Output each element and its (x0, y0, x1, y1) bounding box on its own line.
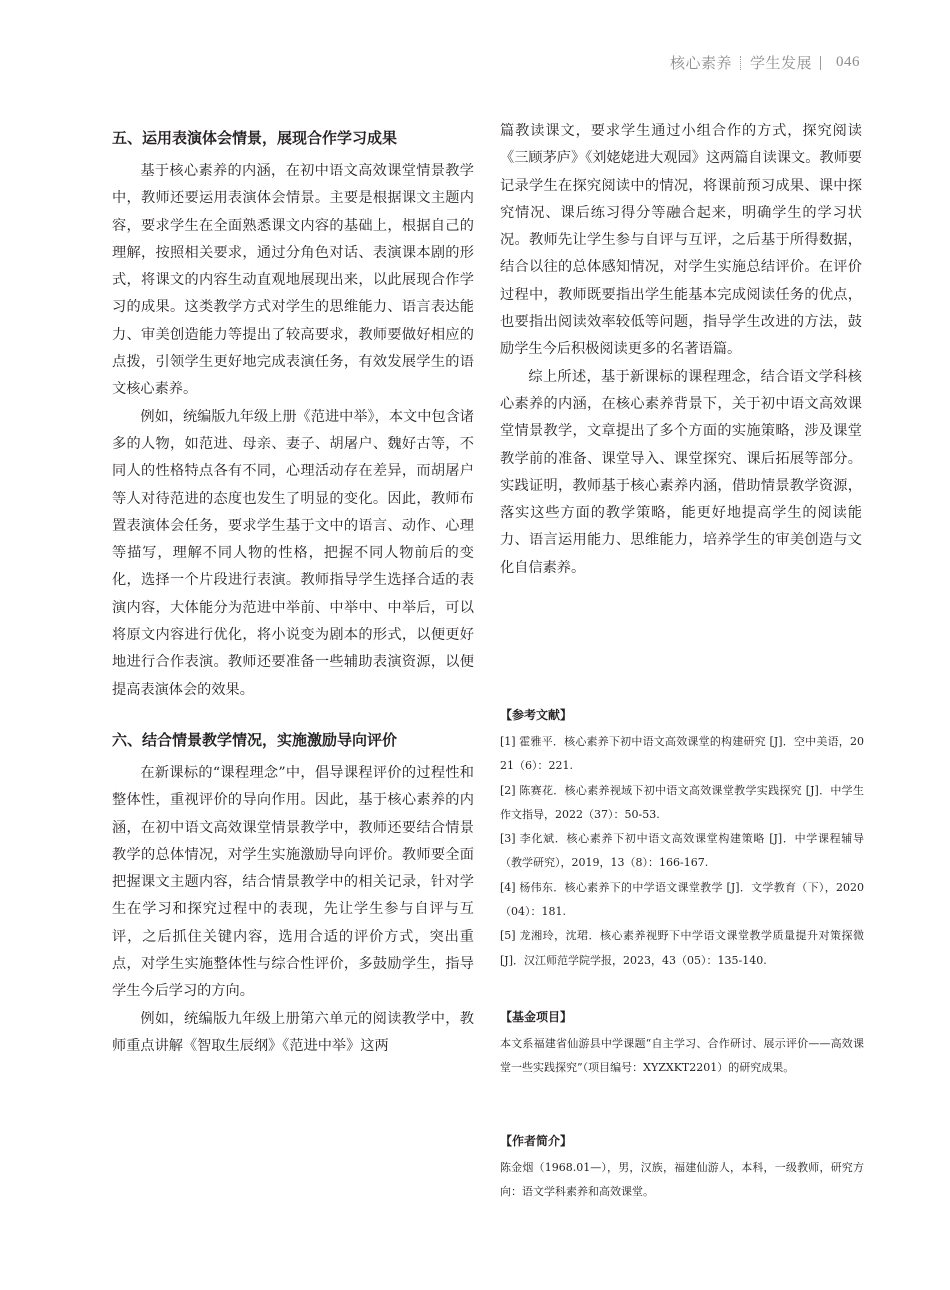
references-list (500, 730, 864, 973)
header-separator (740, 56, 742, 70)
running-header (670, 52, 860, 73)
section-five-paragraph-2: 例如，统编版九年级上册《范进中举》，本文中包含诸多的人物，如范进、母亲、妻子、胡屠户、魏好古等，不同人的性格特点各有不同，心理活动存在差异，而胡屠户等人对待范进的态度也发生了明显的变化。因此，教师布置表演体会任务，要求学生基于文中的语言、动作、心理等描写，理解不同人物的性格，把握不同人物前后的变化，选择一个片段进行表演。教师指导学生选择合适的表演内容，大体能分为范进中举前、中举中、中举后，可以将原文内容进行优化，将小说变为剧本的形式，以便更好地进行合作表演。教师还要准备一些辅助表演资源，以便提高表演体会的效果。 (112, 408, 474, 698)
author-title: 【作者简介】 (500, 1134, 573, 1148)
reference-item: [5] 龙湘玲，沈珺．核心素养视野下中学语文课堂教学质量提升对策探微 [J]．汉江师范学院学报，2023，43（05）：135-140. (500, 929, 864, 967)
reference-item: [2] 陈赛花．核心素养视域下初中语文高效课堂教学实践探究 [J]．中学生作文指导，2022（37）：50-53. (500, 783, 864, 821)
section-five-paragraph-1: 基于核心素养的内涵，在初中语文高效课堂情景教学中，教师还要运用表演体会情景。主要是根据课文主题内容，要求学生在全面熟悉课文内容的基础上，根据自己的理解，按照相关要求，通过分角色对话、表演课本剧的形式，将课文的内容生动直观地展现出来，以此展现合作学习的成果。这类教学方式对学生的思维能力、语言表达能力、审美创造能力等提出了较高要求，教师要做好相应的点拨，引领学生更好地完成表演任务，有效发展学生的语文核心素养。 (112, 163, 474, 398)
references-section (500, 706, 864, 973)
journal-name-part1: 核心素养 (669, 54, 732, 72)
journal-name-part2: 学生发展 (749, 54, 812, 72)
author-text: 陈金烟（1968.01—），男，汉族，福建仙游人，本科，一级教师，研究方向：语文学科素养和高效课堂。 (500, 1161, 864, 1198)
fund-text: 本文系福建省仙游县中学课题“自主学习、合作研讨、展示评价——高效课堂一些实践探究”（项目编号：XYZXKT2201）的研究成果。 (500, 1037, 864, 1074)
continued-paragraph: 篇教读课文，要求学生通过小组合作的方式，探究阅读《三顾茅庐》《刘姥姥进大观园》这两篇自读课文。教师要记录学生在探究阅读中的情况，将课前预习成果、课中探究情况、课后练习得分等融合起来，明确学生的学习状况。教师先让学生参与自评与互评，之后基于所得数据，结合以往的总体感知情况，对学生实施总结评价。在评价过程中，教师既要指出学生能基本完成阅读任务的优点，也要指出阅读效率较低等问题，指导学生改进的方法，鼓励学生今后积极阅读更多的名著语篇。 (500, 123, 862, 358)
right-column (500, 118, 862, 582)
left-column (112, 118, 474, 1060)
references-title: 【参考文献】 (500, 708, 573, 722)
reference-item: [3] 李化斌．核心素养下初中语文高效课堂构建策略 [J]．中学课程辅导（教学研究），2019，13（8）：166-167. (500, 832, 864, 870)
author-section (500, 1132, 864, 1204)
page-number: 046 (836, 54, 860, 70)
reference-item: [1] 霍雅平．核心素养下初中语文高效课堂的构建研究 [J]．空中美语，2021（6）：221. (500, 735, 864, 773)
section-six-heading: 六、结合情景教学情况，实施激励导向评价 (112, 730, 398, 749)
conclusion-paragraph: 综上所述，基于新课标的课程理念，结合语文学科核心素养的内涵，在核心素养背景下，关于初中语文高效课堂情景教学，文章提出了多个方面的实施策略，涉及课堂教学前的准备、课堂导入、课堂探究、课后拓展等部分。实践证明，教师基于核心素养内涵，借助情景教学资源，落实这些方面的教学策略，能更好地提高学生的阅读能力、语言运用能力、思维能力，培养学生的审美创造与文化自信素养。 (500, 368, 862, 576)
fund-section (500, 1008, 864, 1080)
section-six-paragraph-1: 在新课标的“课程理念”中，倡导课程评价的过程性和整体性，重视评价的导向作用。因此，基于核心素养的内涵，在初中语文高效课堂情景教学中，教师还要结合情景教学的总体情况，对学生实施激励导向评价。教师要全面把握课文主题内容，结合情景教学中的相关记录，针对学生在学习和探究过程中的表现，先让学生参与自评与互评，之后抓住关键内容，选用合适的评价方式，突出重点，对学生实施整体性与综合性评价，多鼓励学生，指导学生今后学习的方向。 (112, 764, 474, 1000)
reference-item: [4] 杨伟东．核心素养下的中学语文课堂教学 [J]．文学教育（下），2020（04）：181. (500, 880, 864, 919)
fund-title: 【基金项目】 (500, 1010, 573, 1024)
header-separator-solid (820, 56, 822, 70)
section-six-paragraph-2: 例如，统编版九年级上册第六单元的阅读教学中，教师重点讲解《智取生辰纲》《范进中举》这两 (112, 1010, 474, 1054)
section-five-heading: 五、运用表演体会情景，展现合作学习成果 (112, 129, 398, 147)
